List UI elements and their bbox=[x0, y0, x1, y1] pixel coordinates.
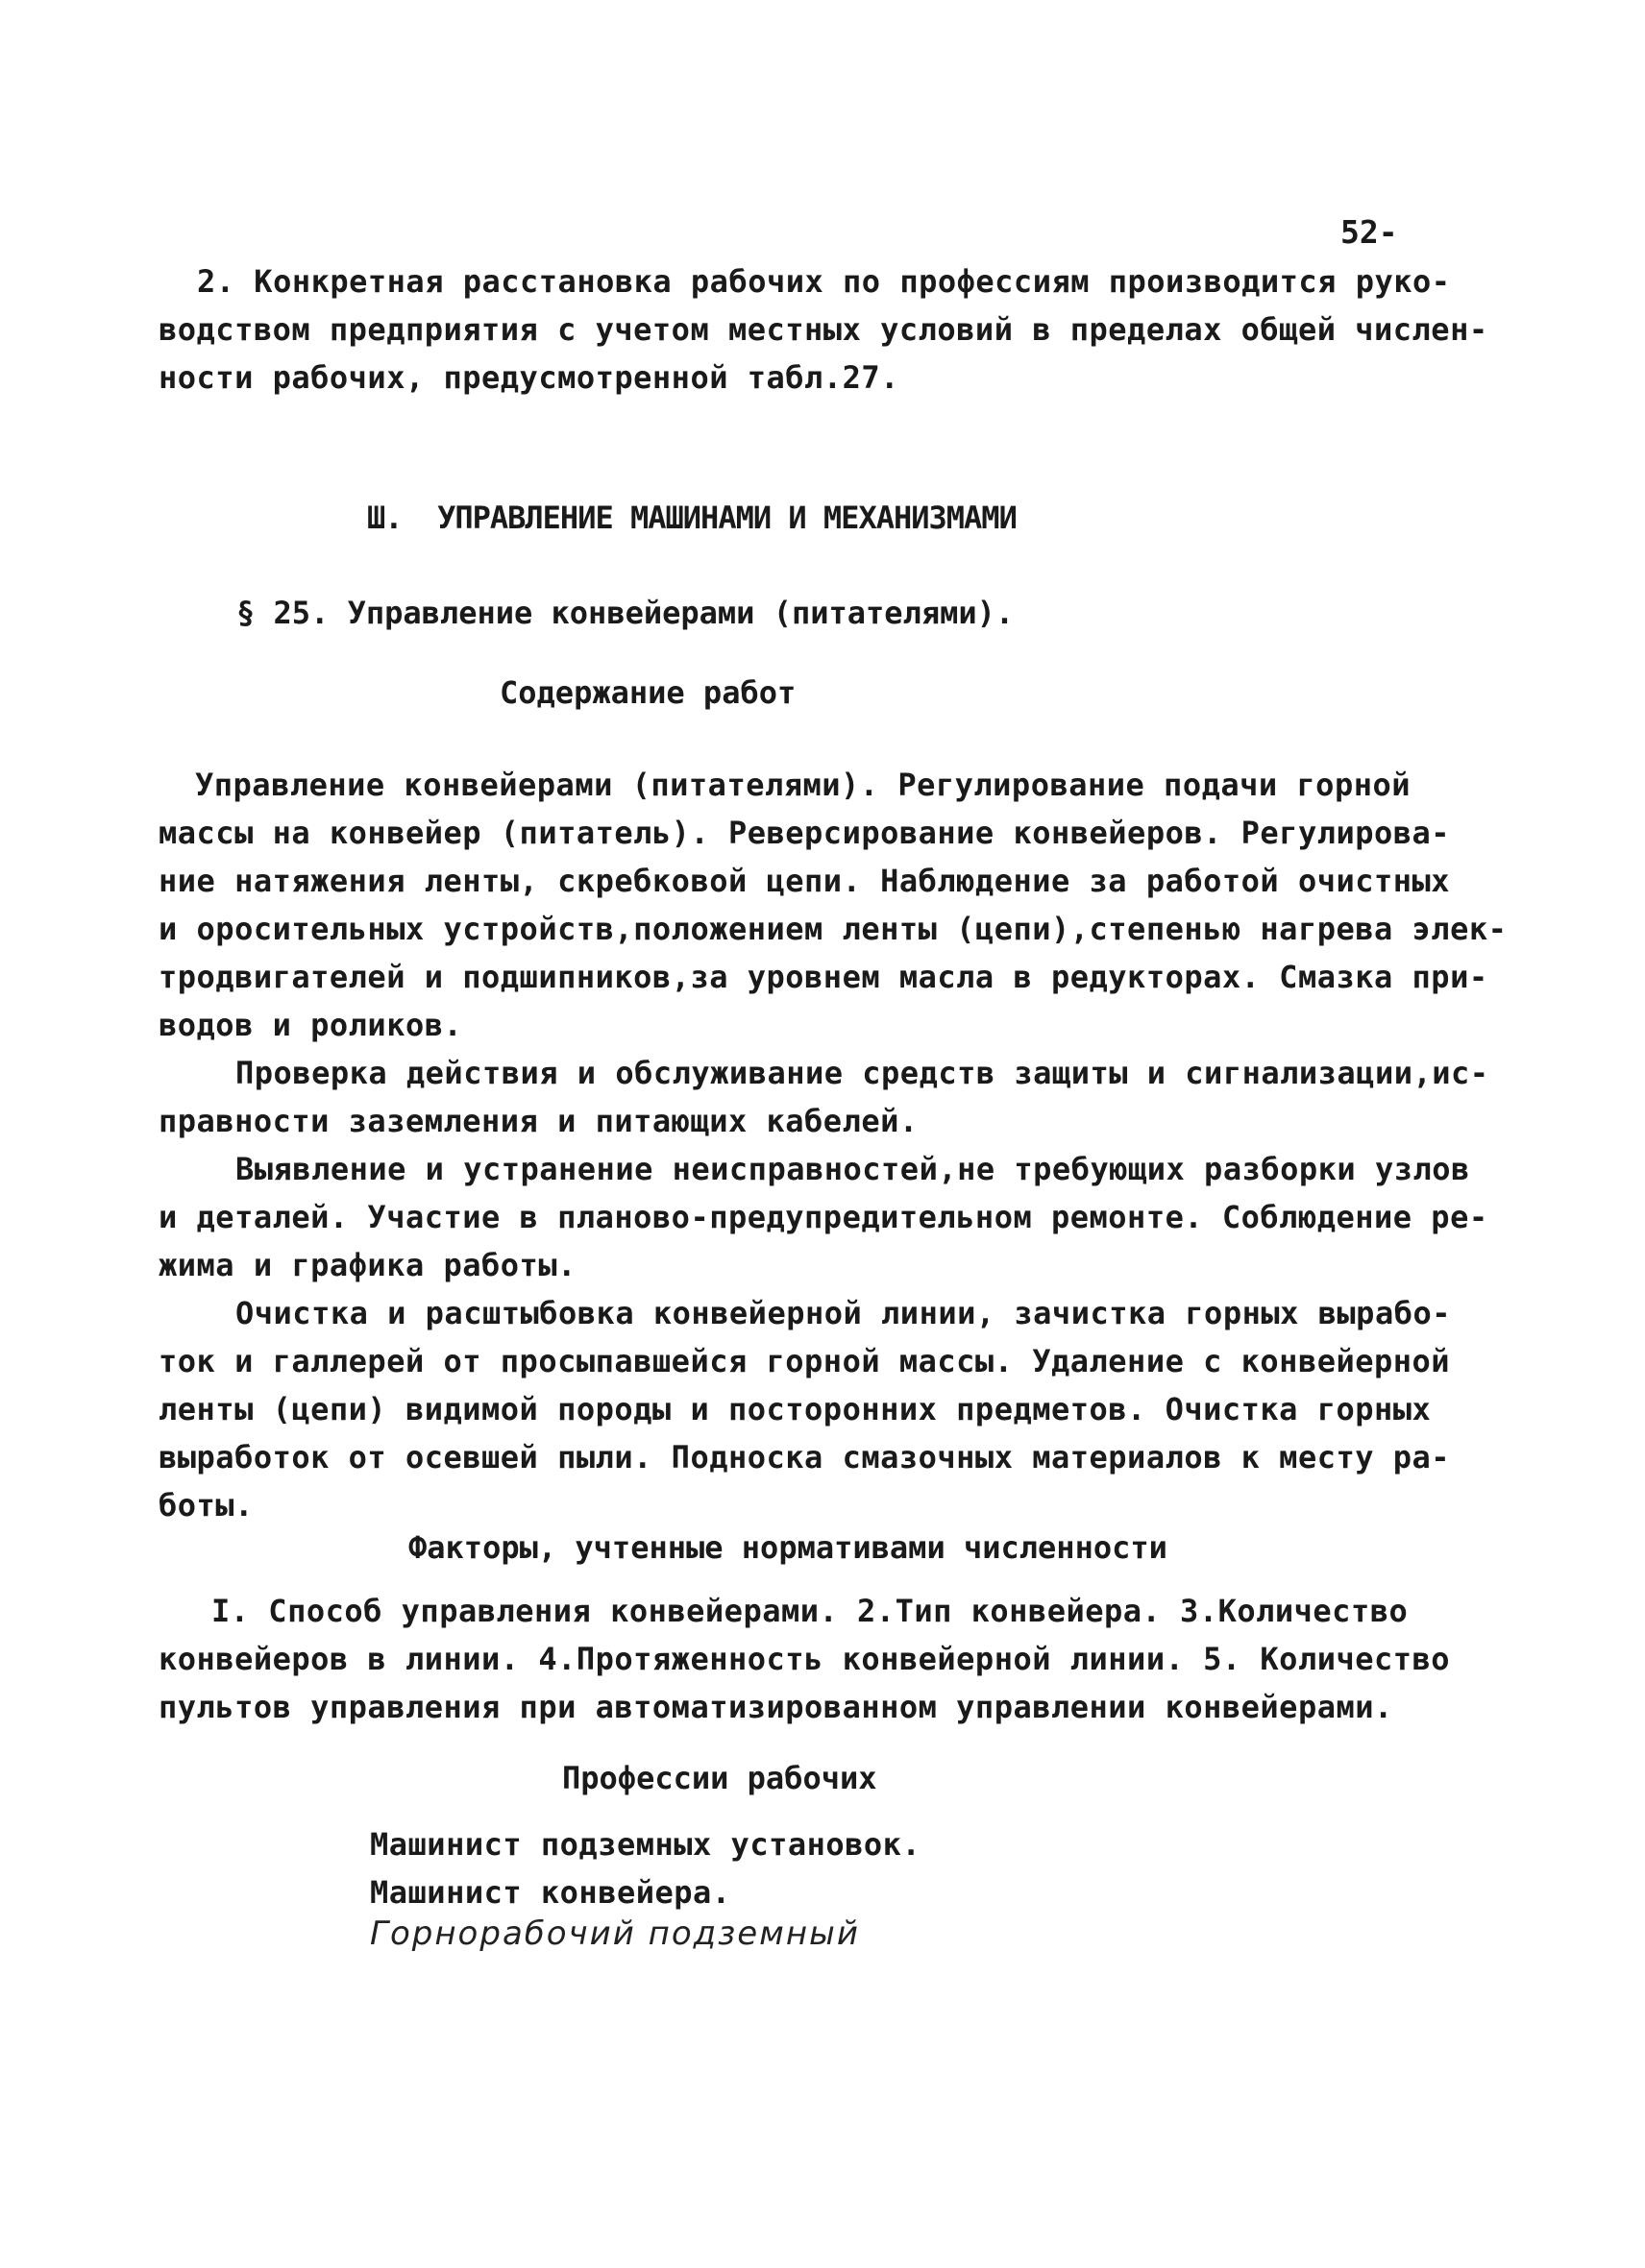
intro-line-3: ности рабочих, предусмотренной табл.27. bbox=[159, 359, 899, 396]
work-content-line-4: и оросительных устройств,положением ленты (цепи),степенью нагрева элек- bbox=[159, 911, 1508, 947]
section-heading: § 25. Управление конвейерами (питателями). bbox=[236, 595, 1015, 631]
profession-item-2: Машинист конвейера. bbox=[370, 1874, 731, 1911]
work-content-line-8: правности заземления и питающих кабелей. bbox=[159, 1103, 919, 1139]
factors-heading: Факторы, учтенные нормативами численности bbox=[408, 1529, 1167, 1566]
profession-item-1: Машинист подземных установок. bbox=[370, 1826, 921, 1863]
intro-line-2: водством предприятия с учетом местных условий в пределах общей числен- bbox=[159, 311, 1488, 348]
work-content-line-9: Выявление и устранение неисправностей,не требующих разборки узлов bbox=[235, 1151, 1470, 1187]
work-content-line-7: Проверка действия и обслуживание средств защиты и сигнализации,ис- bbox=[235, 1055, 1489, 1091]
work-content-line-11: жима и графика работы. bbox=[159, 1247, 577, 1283]
work-content-line-13: ток и галлерей от просыпавшейся горной массы. Удаление с конвейерной bbox=[159, 1343, 1451, 1379]
work-content-heading: Содержание работ bbox=[500, 674, 797, 711]
work-content-line-3: ние натяжения ленты, скребковой цепи. Наблюдение за работой очистных bbox=[159, 863, 1451, 899]
work-content-line-5: тродвигателей и подшипников,за уровнем масла в редукторах. Смазка при- bbox=[159, 959, 1488, 995]
work-content-line-6: водов и роликов. bbox=[159, 1007, 463, 1043]
work-content-line-15: выработок от осевшей пыли. Подноска смазочных материалов к месту ра- bbox=[159, 1439, 1451, 1475]
page-number: 52- bbox=[1340, 213, 1398, 251]
work-content-line-10: и деталей. Участие в планово-предупредительном ремонте. Соблюдение ре- bbox=[159, 1199, 1488, 1235]
factors-line-3: пультов управления при автоматизированном управлении конвейерами. bbox=[159, 1689, 1393, 1725]
work-content-line-2: массы на конвейер (питатель). Реверсирование конвейеров. Регулирова- bbox=[159, 815, 1451, 851]
handwritten-profession: Горнорабочий подземный bbox=[370, 1914, 860, 1953]
intro-line-1: 2. Конкретная расстановка рабочих по профессиям производится руко- bbox=[197, 263, 1451, 300]
work-content-line-1: Управление конвейерами (питателями). Регулирование подачи горной bbox=[195, 767, 1411, 803]
work-content-line-16: боты. bbox=[159, 1487, 254, 1524]
work-content-line-14: ленты (цепи) видимой породы и посторонних предметов. Очистка горных bbox=[159, 1391, 1432, 1427]
work-content-line-12: Очистка и расштыбовка конвейерной линии, зачистка горных вырабо- bbox=[235, 1295, 1451, 1331]
factors-line-2: конвейеров в линии. 4.Протяженность конвейерной линии. 5. Количество bbox=[159, 1641, 1451, 1677]
factors-line-1: I. Способ управления конвейерами. 2.Тип конвейера. 3.Количество bbox=[211, 1593, 1409, 1629]
chapter-heading: Ш. УПРАВЛЕНИЕ МАШИНАМИ И МЕХАНИЗМАМИ bbox=[367, 500, 1017, 536]
professions-heading: Профессии рабочих bbox=[562, 1760, 877, 1796]
